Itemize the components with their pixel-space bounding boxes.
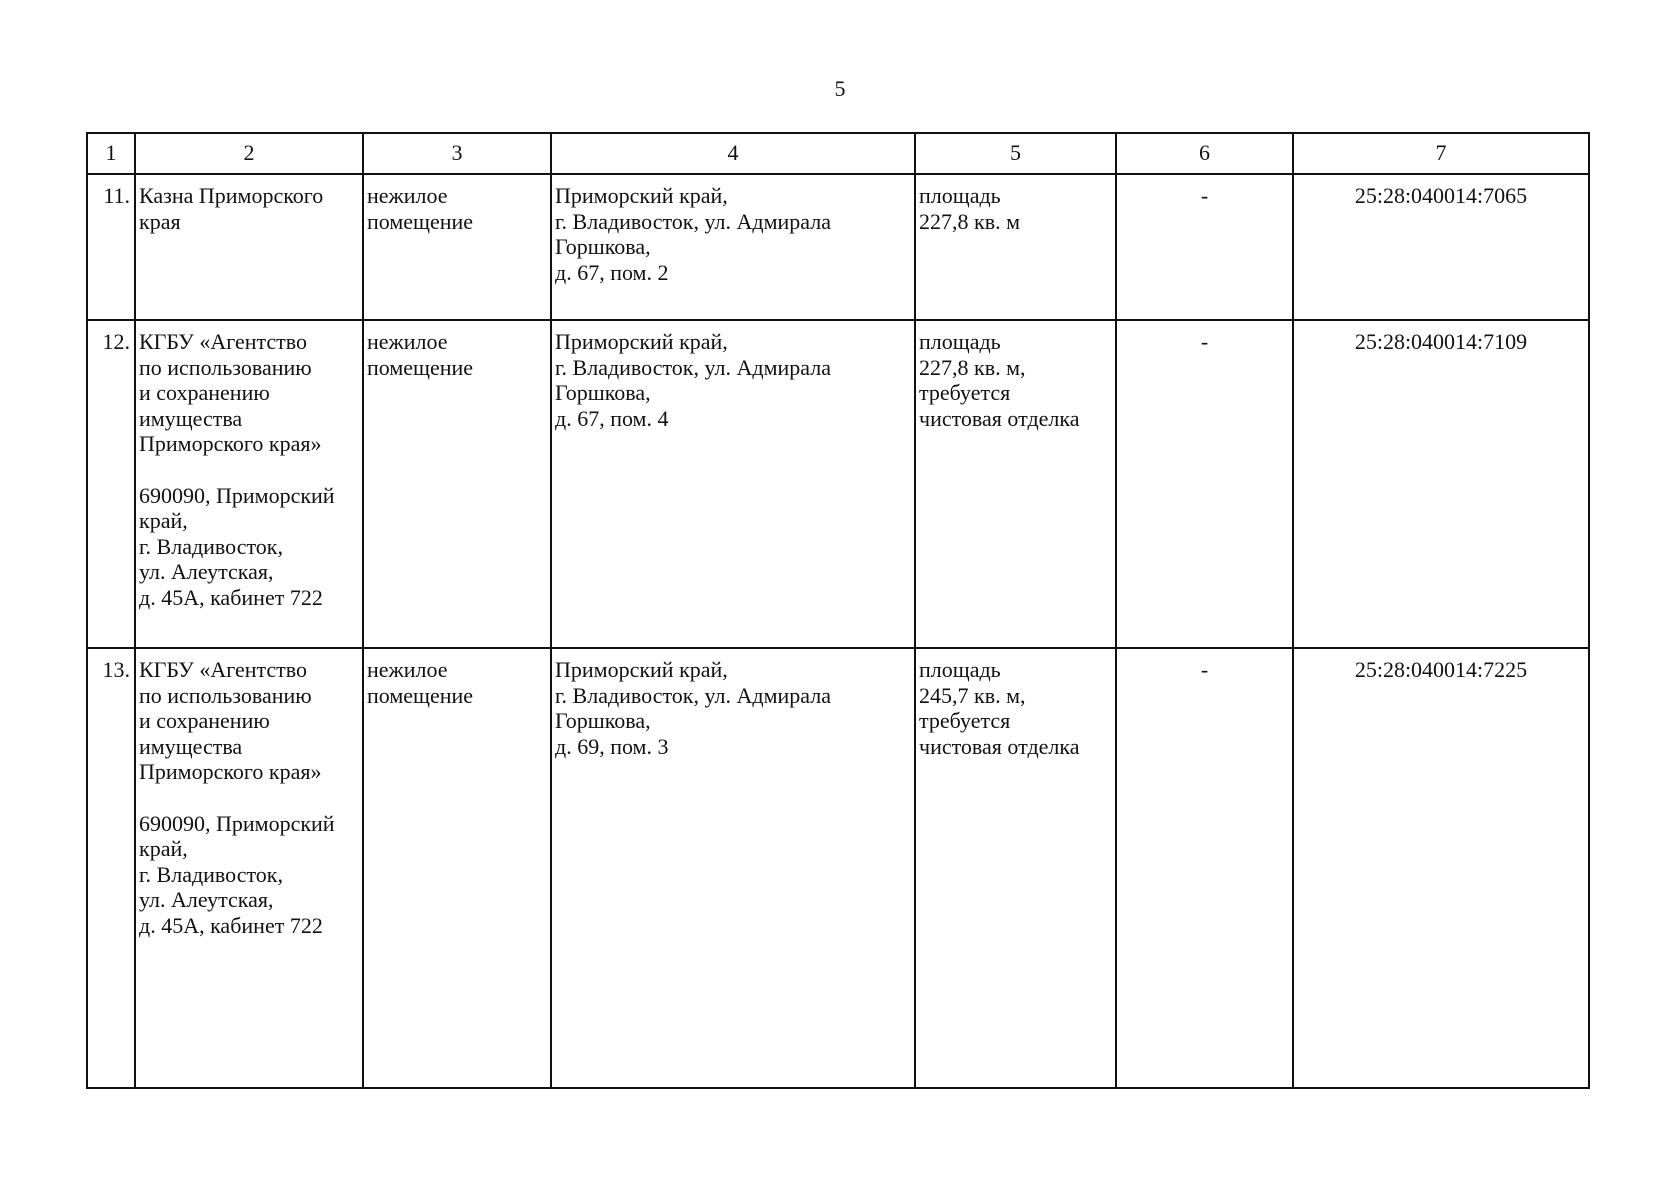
address-line: Приморский край, xyxy=(555,183,728,208)
column-6-cell: - xyxy=(1116,648,1293,1088)
column-header-6: 6 xyxy=(1116,133,1293,174)
spec-cell xyxy=(915,648,1116,1088)
holder-address-line: ул. Алеутская, xyxy=(139,559,274,584)
holder-line: по использованию xyxy=(139,354,312,380)
type-line: нежилое xyxy=(367,329,448,354)
holder-address-line: д. 45А, кабинет 722 xyxy=(139,912,323,938)
holder-address-line: 690090, Приморский xyxy=(139,810,335,836)
type-line: нежилое xyxy=(367,183,448,208)
address-line: Горшкова, xyxy=(555,234,651,259)
column-header-4: 4 xyxy=(551,133,915,174)
paragraph-gap xyxy=(139,457,359,483)
holder-address-line: край, xyxy=(139,836,188,861)
holder-line: Приморского края» xyxy=(139,431,322,456)
holder-line: Приморского края» xyxy=(139,759,322,784)
spec-cell xyxy=(915,174,1116,320)
address-line: Приморский край, xyxy=(555,329,728,354)
spec-line: требуется xyxy=(919,380,1011,405)
holder-line: по использованию xyxy=(139,682,312,708)
object-type-cell xyxy=(363,320,551,648)
column-header-5: 5 xyxy=(915,133,1116,174)
holder-address-line: г. Владивосток, xyxy=(139,533,283,559)
object-type-cell xyxy=(363,174,551,320)
table-row xyxy=(87,320,1589,648)
cadastral-number-cell: 25:28:040014:7109 xyxy=(1293,320,1589,648)
address-line: Горшкова, xyxy=(555,708,651,733)
page-number: 5 xyxy=(834,76,846,101)
holder-cell xyxy=(135,174,363,320)
object-type-cell xyxy=(363,648,551,1088)
spec-line: 245,7 кв. м, xyxy=(919,682,1026,708)
type-line: нежилое xyxy=(367,657,448,682)
table-header-row xyxy=(87,133,1589,174)
address-cell xyxy=(551,648,915,1088)
spec-line: чистовая отделка xyxy=(919,405,1080,431)
address-line: д. 69, пом. 3 xyxy=(555,733,669,759)
column-header-1: 1 xyxy=(87,133,135,174)
address-line: Горшкова, xyxy=(555,380,651,405)
holder-cell xyxy=(135,648,363,1088)
row-number: 11. xyxy=(87,174,135,320)
address-line: д. 67, пом. 4 xyxy=(555,405,669,431)
type-line: помещение xyxy=(367,354,474,380)
address-line: г. Владивосток, ул. Адмирала xyxy=(555,208,831,234)
holder-line: и сохранению xyxy=(139,708,270,733)
type-line: помещение xyxy=(367,682,474,708)
cadastral-number-cell: 25:28:040014:7225 xyxy=(1293,648,1589,1088)
address-line: д. 67, пом. 2 xyxy=(555,259,669,285)
table-row xyxy=(87,648,1589,1088)
row-number: 12. xyxy=(87,320,135,648)
holder-address-line: д. 45А, кабинет 722 xyxy=(139,584,323,610)
column-6-cell: - xyxy=(1116,320,1293,648)
holder-line: КГБУ «Агентство xyxy=(139,657,307,682)
holder-address-line: ул. Алеутская, xyxy=(139,887,274,912)
spec-line: требуется xyxy=(919,708,1011,733)
holder-line: имущества xyxy=(139,733,243,759)
address-cell xyxy=(551,174,915,320)
holder-line: края xyxy=(139,208,181,234)
holder-line: и сохранению xyxy=(139,380,270,405)
spec-line: площадь xyxy=(919,183,1001,208)
row-number: 13. xyxy=(87,648,135,1088)
holder-line: имущества xyxy=(139,405,243,431)
type-line: помещение xyxy=(367,208,474,234)
spec-line: 227,8 кв. м, xyxy=(919,354,1026,380)
holder-line: КГБУ «Агентство xyxy=(139,329,307,354)
table-row xyxy=(87,174,1589,320)
address-line: г. Владивосток, ул. Адмирала xyxy=(555,682,831,708)
column-6-cell: - xyxy=(1116,174,1293,320)
spec-line: площадь xyxy=(919,657,1001,682)
cadastral-number-cell: 25:28:040014:7065 xyxy=(1293,174,1589,320)
address-line: Приморский край, xyxy=(555,657,728,682)
spec-line: площадь xyxy=(919,329,1001,354)
spec-cell xyxy=(915,320,1116,648)
holder-address-line: г. Владивосток, xyxy=(139,861,283,887)
column-header-7: 7 xyxy=(1293,133,1589,174)
holder-address-line: 690090, Приморский xyxy=(139,482,335,508)
address-cell xyxy=(551,320,915,648)
column-header-3: 3 xyxy=(363,133,551,174)
paragraph-gap xyxy=(139,785,359,811)
column-header-2: 2 xyxy=(135,133,363,174)
address-line: г. Владивосток, ул. Адмирала xyxy=(555,354,831,380)
holder-line: Казна Приморского xyxy=(139,183,324,208)
spec-line: 227,8 кв. м xyxy=(919,208,1020,234)
holder-address-line: край, xyxy=(139,508,188,533)
property-table xyxy=(86,132,1590,1089)
spec-line: чистовая отделка xyxy=(919,733,1080,759)
holder-cell xyxy=(135,320,363,648)
